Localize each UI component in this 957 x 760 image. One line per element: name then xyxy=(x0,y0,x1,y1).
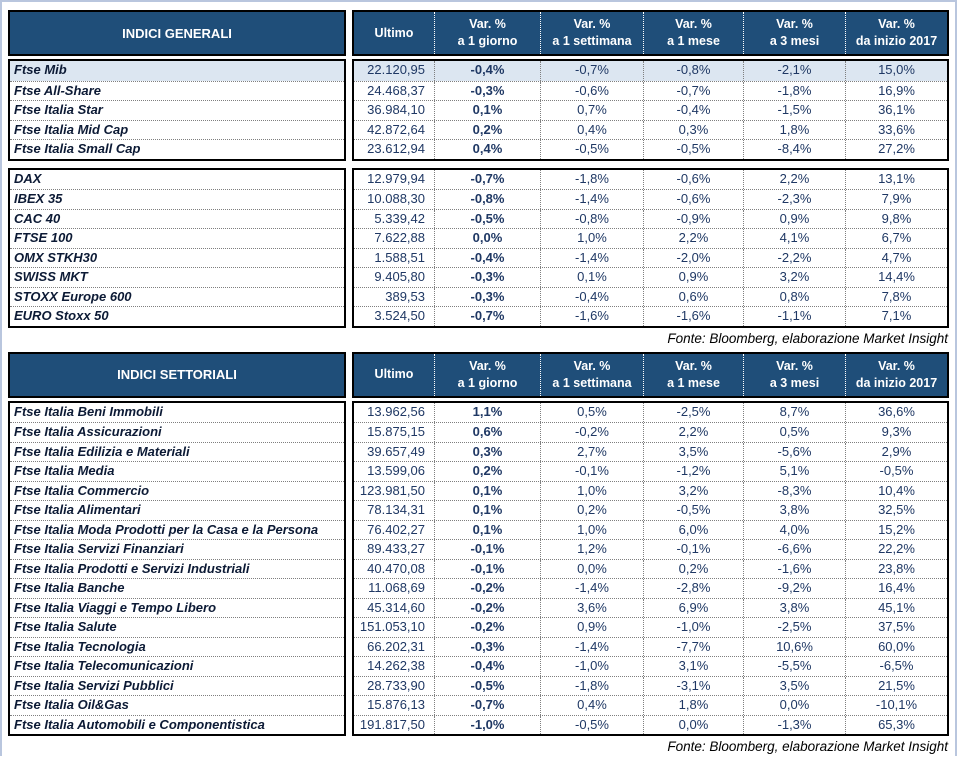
index-name: DAX xyxy=(10,170,344,190)
var-percent-value: -1,8% xyxy=(540,677,643,696)
index-name: Ftse Italia Commercio xyxy=(10,481,344,501)
var-percent-value: 1,8% xyxy=(643,696,743,715)
source-note: Fonte: Bloomberg, elaborazione Market Insight xyxy=(8,736,949,760)
var-percent-value: -1,8% xyxy=(743,82,845,101)
index-name: Ftse Italia Viaggi e Tempo Libero xyxy=(10,598,344,618)
var-percent-value: 4,7% xyxy=(845,249,947,268)
var-percent-value: -0,7% xyxy=(434,307,540,326)
var-percent-value: 33,6% xyxy=(845,121,947,140)
table-row xyxy=(354,442,947,462)
table-row xyxy=(354,139,947,159)
var-percent-value: 9,3% xyxy=(845,423,947,442)
sector-indices-block xyxy=(8,401,949,737)
ultimo-value: 3.524,50 xyxy=(354,307,434,326)
table-row xyxy=(354,170,947,190)
var-percent-value: -0,3% xyxy=(434,82,540,101)
table-header-row xyxy=(8,10,949,56)
var-percent-value: -2,1% xyxy=(743,61,845,81)
index-name: Ftse Italia Automobili e Componentistica xyxy=(10,715,344,735)
var-percent-value: -1,0% xyxy=(434,716,540,735)
var-percent-value: -0,2% xyxy=(434,618,540,637)
var-percent-value: 13,1% xyxy=(845,170,947,190)
var-percent-value: 1,1% xyxy=(434,403,540,423)
index-name: Ftse Italia Star xyxy=(10,100,344,120)
var-percent-value: -0,7% xyxy=(643,82,743,101)
index-name-column xyxy=(8,168,346,328)
table-row xyxy=(354,656,947,676)
ultimo-value: 45.314,60 xyxy=(354,599,434,618)
index-name: CAC 40 xyxy=(10,209,344,229)
table-header-row xyxy=(8,352,949,398)
var-percent-value: -1,1% xyxy=(743,307,845,326)
index-name: Ftse Italia Servizi Finanziari xyxy=(10,539,344,559)
ultimo-value: 39.657,49 xyxy=(354,443,434,462)
var-percent-value: -1,6% xyxy=(643,307,743,326)
var-percent-value: 2,2% xyxy=(743,170,845,190)
ultimo-value: 191.817,50 xyxy=(354,716,434,735)
var-percent-value: 0,7% xyxy=(540,101,643,120)
var-percent-value: 0,9% xyxy=(743,210,845,229)
column-header-var-3-mesi: Var. % a 3 mesi xyxy=(743,12,845,54)
var-percent-value: 0,5% xyxy=(743,423,845,442)
var-percent-value: 27,2% xyxy=(845,140,947,159)
ultimo-value: 42.872,64 xyxy=(354,121,434,140)
column-header-ultimo: Ultimo xyxy=(354,12,434,54)
index-name: Ftse Italia Alimentari xyxy=(10,500,344,520)
table-row xyxy=(354,637,947,657)
var-percent-value: 3,8% xyxy=(743,599,845,618)
ultimo-value: 11.068,69 xyxy=(354,579,434,598)
var-percent-value: -6,6% xyxy=(743,540,845,559)
var-percent-value: -1,4% xyxy=(540,249,643,268)
column-header-var-1-mese: Var. % a 1 mese xyxy=(643,354,743,396)
var-percent-value: -8,3% xyxy=(743,482,845,501)
var-percent-value: -0,1% xyxy=(434,540,540,559)
var-percent-value: 1,2% xyxy=(540,540,643,559)
column-header-var-1-mese: Var. % a 1 mese xyxy=(643,12,743,54)
table-row xyxy=(354,61,947,81)
var-percent-value: -0,1% xyxy=(643,540,743,559)
ultimo-value: 123.981,50 xyxy=(354,482,434,501)
var-percent-value: -0,8% xyxy=(643,61,743,81)
var-percent-value: -2,8% xyxy=(643,579,743,598)
ultimo-value: 40.470,08 xyxy=(354,560,434,579)
var-percent-value: 0,8% xyxy=(743,288,845,307)
var-percent-value: 4,0% xyxy=(743,521,845,540)
var-percent-value: 15,2% xyxy=(845,521,947,540)
index-name: Ftse Italia Banche xyxy=(10,578,344,598)
var-percent-value: -0,5% xyxy=(434,210,540,229)
index-name-column xyxy=(8,401,346,737)
index-name: Ftse All-Share xyxy=(10,81,344,101)
ultimo-value: 15.876,13 xyxy=(354,696,434,715)
column-header-var-1-giorno: Var. % a 1 giorno xyxy=(434,354,540,396)
var-percent-value: 2,9% xyxy=(845,443,947,462)
var-percent-value: -1,2% xyxy=(643,462,743,481)
var-percent-value: -1,0% xyxy=(540,657,643,676)
var-percent-value: -2,3% xyxy=(743,190,845,209)
var-percent-value: 9,8% xyxy=(845,210,947,229)
var-percent-value: 22,2% xyxy=(845,540,947,559)
ultimo-value: 24.468,37 xyxy=(354,82,434,101)
index-name: Ftse Italia Telecomunicazioni xyxy=(10,656,344,676)
var-percent-value: 2,2% xyxy=(643,423,743,442)
index-name: Ftse Italia Servizi Pubblici xyxy=(10,676,344,696)
table-row xyxy=(354,228,947,248)
var-percent-value: -6,5% xyxy=(845,657,947,676)
ultimo-value: 28.733,90 xyxy=(354,677,434,696)
var-percent-value: -0,6% xyxy=(540,82,643,101)
var-percent-value: 1,0% xyxy=(540,229,643,248)
table-row xyxy=(354,306,947,326)
var-percent-value: 16,4% xyxy=(845,579,947,598)
ultimo-value: 10.088,30 xyxy=(354,190,434,209)
var-percent-value: 8,7% xyxy=(743,403,845,423)
table-row xyxy=(354,100,947,120)
var-percent-value: 0,2% xyxy=(434,462,540,481)
var-percent-value: 0,4% xyxy=(434,140,540,159)
table-row xyxy=(354,422,947,442)
table-row xyxy=(354,676,947,696)
var-percent-value: -10,1% xyxy=(845,696,947,715)
var-percent-value: 7,8% xyxy=(845,288,947,307)
var-percent-value: 2,2% xyxy=(643,229,743,248)
var-percent-value: -2,5% xyxy=(643,403,743,423)
index-name: Ftse Italia Beni Immobili xyxy=(10,403,344,423)
var-percent-value: -0,4% xyxy=(540,288,643,307)
table-row xyxy=(354,81,947,101)
ultimo-value: 78.134,31 xyxy=(354,501,434,520)
var-percent-value: -0,8% xyxy=(434,190,540,209)
var-percent-value: -0,3% xyxy=(434,268,540,287)
var-percent-value: 6,0% xyxy=(643,521,743,540)
var-percent-value: 16,9% xyxy=(845,82,947,101)
var-percent-value: -0,4% xyxy=(643,101,743,120)
var-percent-value: 0,0% xyxy=(434,229,540,248)
index-name: Ftse Italia Assicurazioni xyxy=(10,422,344,442)
var-percent-value: 3,2% xyxy=(743,268,845,287)
table-title: INDICI GENERALI xyxy=(8,10,346,56)
ultimo-value: 89.433,27 xyxy=(354,540,434,559)
table-row xyxy=(354,539,947,559)
var-percent-value: 1,0% xyxy=(540,521,643,540)
var-percent-value: 3,2% xyxy=(643,482,743,501)
var-percent-value: 0,6% xyxy=(643,288,743,307)
ultimo-value: 12.979,94 xyxy=(354,170,434,190)
table-row xyxy=(354,559,947,579)
var-percent-value: -0,3% xyxy=(434,638,540,657)
index-name: Ftse Mib xyxy=(10,61,344,81)
var-percent-value: -5,6% xyxy=(743,443,845,462)
var-percent-value: 0,6% xyxy=(434,423,540,442)
var-percent-value: 5,1% xyxy=(743,462,845,481)
var-percent-value: -2,2% xyxy=(743,249,845,268)
index-values-column xyxy=(352,401,949,737)
table-row xyxy=(354,578,947,598)
var-percent-value: -1,5% xyxy=(743,101,845,120)
index-name-column xyxy=(8,59,346,161)
var-percent-value: 0,1% xyxy=(434,501,540,520)
table-row xyxy=(354,287,947,307)
var-percent-value: 0,2% xyxy=(643,560,743,579)
var-percent-value: 36,1% xyxy=(845,101,947,120)
var-percent-value: 3,1% xyxy=(643,657,743,676)
var-percent-value: 36,6% xyxy=(845,403,947,423)
ultimo-value: 14.262,38 xyxy=(354,657,434,676)
var-percent-value: 21,5% xyxy=(845,677,947,696)
var-percent-value: -5,5% xyxy=(743,657,845,676)
var-percent-value: -1,4% xyxy=(540,579,643,598)
table-row xyxy=(354,695,947,715)
var-percent-value: -0,5% xyxy=(434,677,540,696)
ultimo-value: 23.612,94 xyxy=(354,140,434,159)
value-columns-header xyxy=(352,10,949,56)
value-columns-header xyxy=(352,352,949,398)
var-percent-value: 0,2% xyxy=(434,121,540,140)
var-percent-value: -1,6% xyxy=(743,560,845,579)
var-percent-value: 3,5% xyxy=(743,677,845,696)
column-header-var-inizio-2017: Var. % da inizio 2017 xyxy=(845,354,947,396)
column-header-var-1-settimana: Var. % a 1 settimana xyxy=(540,354,643,396)
var-percent-value: 0,9% xyxy=(540,618,643,637)
table-row xyxy=(354,189,947,209)
table-row xyxy=(354,267,947,287)
index-name: Ftse Italia Salute xyxy=(10,617,344,637)
var-percent-value: 0,1% xyxy=(434,482,540,501)
ultimo-value: 13.599,06 xyxy=(354,462,434,481)
var-percent-value: 0,3% xyxy=(643,121,743,140)
var-percent-value: -0,4% xyxy=(434,61,540,81)
var-percent-value: 0,1% xyxy=(540,268,643,287)
block-divider xyxy=(8,161,949,165)
var-percent-value: 10,4% xyxy=(845,482,947,501)
ultimo-value: 9.405,80 xyxy=(354,268,434,287)
var-percent-value: 6,7% xyxy=(845,229,947,248)
table-row xyxy=(354,520,947,540)
var-percent-value: -0,5% xyxy=(643,501,743,520)
index-name: Ftse Italia Prodotti e Servizi Industriali xyxy=(10,559,344,579)
var-percent-value: 0,9% xyxy=(643,268,743,287)
column-header-var-3-mesi: Var. % a 3 mesi xyxy=(743,354,845,396)
var-percent-value: 0,0% xyxy=(540,560,643,579)
source-note: Fonte: Bloomberg, elaborazione Market Insight xyxy=(8,328,949,352)
var-percent-value: 0,3% xyxy=(434,443,540,462)
var-percent-value: -1,3% xyxy=(743,716,845,735)
index-name: Ftse Italia Tecnologia xyxy=(10,637,344,657)
ultimo-value: 22.120,95 xyxy=(354,61,434,81)
index-name: EURO Stoxx 50 xyxy=(10,306,344,326)
var-percent-value: 4,1% xyxy=(743,229,845,248)
index-name: OMX STKH30 xyxy=(10,248,344,268)
table-row xyxy=(354,500,947,520)
var-percent-value: 3,8% xyxy=(743,501,845,520)
var-percent-value: -0,6% xyxy=(643,170,743,190)
ultimo-value: 5.339,42 xyxy=(354,210,434,229)
index-values-column xyxy=(352,168,949,328)
index-values-column xyxy=(352,59,949,161)
var-percent-value: 23,8% xyxy=(845,560,947,579)
var-percent-value: -0,7% xyxy=(434,696,540,715)
table-row xyxy=(354,617,947,637)
table-row xyxy=(354,715,947,735)
var-percent-value: -0,3% xyxy=(434,288,540,307)
var-percent-value: -1,4% xyxy=(540,638,643,657)
var-percent-value: 14,4% xyxy=(845,268,947,287)
ultimo-value: 76.402,27 xyxy=(354,521,434,540)
index-name: FTSE 100 xyxy=(10,228,344,248)
column-header-ultimo: Ultimo xyxy=(354,354,434,396)
ultimo-value: 66.202,31 xyxy=(354,638,434,657)
var-percent-value: 1,8% xyxy=(743,121,845,140)
var-percent-value: 10,6% xyxy=(743,638,845,657)
var-percent-value: -2,0% xyxy=(643,249,743,268)
table-row xyxy=(354,120,947,140)
index-name: Ftse Italia Small Cap xyxy=(10,139,344,159)
var-percent-value: -2,5% xyxy=(743,618,845,637)
var-percent-value: 0,0% xyxy=(743,696,845,715)
var-percent-value: 0,4% xyxy=(540,696,643,715)
var-percent-value: -0,8% xyxy=(540,210,643,229)
var-percent-value: -0,2% xyxy=(434,579,540,598)
var-percent-value: 0,5% xyxy=(540,403,643,423)
var-percent-value: 37,5% xyxy=(845,618,947,637)
var-percent-value: -1,8% xyxy=(540,170,643,190)
var-percent-value: 7,9% xyxy=(845,190,947,209)
var-percent-value: 0,1% xyxy=(434,101,540,120)
ultimo-value: 15.875,15 xyxy=(354,423,434,442)
var-percent-value: -0,6% xyxy=(643,190,743,209)
index-name: IBEX 35 xyxy=(10,189,344,209)
index-name: Ftse Italia Mid Cap xyxy=(10,120,344,140)
var-percent-value: -1,6% xyxy=(540,307,643,326)
ultimo-value: 151.053,10 xyxy=(354,618,434,637)
index-name: Ftse Italia Edilizia e Materiali xyxy=(10,442,344,462)
table-indici-generali xyxy=(8,10,949,352)
var-percent-value: -0,1% xyxy=(540,462,643,481)
var-percent-value: 15,0% xyxy=(845,61,947,81)
ultimo-value: 13.962,56 xyxy=(354,403,434,423)
column-header-var-1-settimana: Var. % a 1 settimana xyxy=(540,12,643,54)
var-percent-value: 3,5% xyxy=(643,443,743,462)
table-row xyxy=(354,403,947,423)
var-percent-value: 0,0% xyxy=(643,716,743,735)
var-percent-value: -8,4% xyxy=(743,140,845,159)
var-percent-value: -0,2% xyxy=(434,599,540,618)
var-percent-value: -0,7% xyxy=(540,61,643,81)
table-row xyxy=(354,481,947,501)
var-percent-value: 7,1% xyxy=(845,307,947,326)
index-name: Ftse Italia Moda Prodotti per la Casa e la Persona xyxy=(10,520,344,540)
var-percent-value: 0,1% xyxy=(434,521,540,540)
var-percent-value: -0,9% xyxy=(643,210,743,229)
var-percent-value: 2,7% xyxy=(540,443,643,462)
european-indices-block xyxy=(8,168,949,328)
var-percent-value: -0,2% xyxy=(540,423,643,442)
var-percent-value: 65,3% xyxy=(845,716,947,735)
var-percent-value: 6,9% xyxy=(643,599,743,618)
var-percent-value: -7,7% xyxy=(643,638,743,657)
ultimo-value: 7.622,88 xyxy=(354,229,434,248)
ftse-italia-indices-block xyxy=(8,59,949,161)
var-percent-value: -0,7% xyxy=(434,170,540,190)
var-percent-value: 0,2% xyxy=(540,501,643,520)
table-row xyxy=(354,598,947,618)
var-percent-value: -0,5% xyxy=(540,716,643,735)
index-name: Ftse Italia Media xyxy=(10,461,344,481)
index-name: Ftse Italia Oil&Gas xyxy=(10,695,344,715)
index-name: STOXX Europe 600 xyxy=(10,287,344,307)
var-percent-value: 0,4% xyxy=(540,121,643,140)
table-indici-settoriali xyxy=(8,352,949,760)
var-percent-value: -3,1% xyxy=(643,677,743,696)
ultimo-value: 389,53 xyxy=(354,288,434,307)
var-percent-value: -1,4% xyxy=(540,190,643,209)
var-percent-value: -0,5% xyxy=(540,140,643,159)
var-percent-value: -0,1% xyxy=(434,560,540,579)
var-percent-value: 1,0% xyxy=(540,482,643,501)
index-name: SWISS MKT xyxy=(10,267,344,287)
table-title: INDICI SETTORIALI xyxy=(8,352,346,398)
var-percent-value: -0,5% xyxy=(643,140,743,159)
var-percent-value: 60,0% xyxy=(845,638,947,657)
var-percent-value: -0,5% xyxy=(845,462,947,481)
var-percent-value: 3,6% xyxy=(540,599,643,618)
var-percent-value: -1,0% xyxy=(643,618,743,637)
ultimo-value: 36.984,10 xyxy=(354,101,434,120)
var-percent-value: 45,1% xyxy=(845,599,947,618)
var-percent-value: -0,4% xyxy=(434,657,540,676)
var-percent-value: -0,4% xyxy=(434,249,540,268)
var-percent-value: 32,5% xyxy=(845,501,947,520)
var-percent-value: -9,2% xyxy=(743,579,845,598)
table-row xyxy=(354,209,947,229)
table-row xyxy=(354,248,947,268)
column-header-var-1-giorno: Var. % a 1 giorno xyxy=(434,12,540,54)
column-header-var-inizio-2017: Var. % da inizio 2017 xyxy=(845,12,947,54)
table-row xyxy=(354,461,947,481)
ultimo-value: 1.588,51 xyxy=(354,249,434,268)
